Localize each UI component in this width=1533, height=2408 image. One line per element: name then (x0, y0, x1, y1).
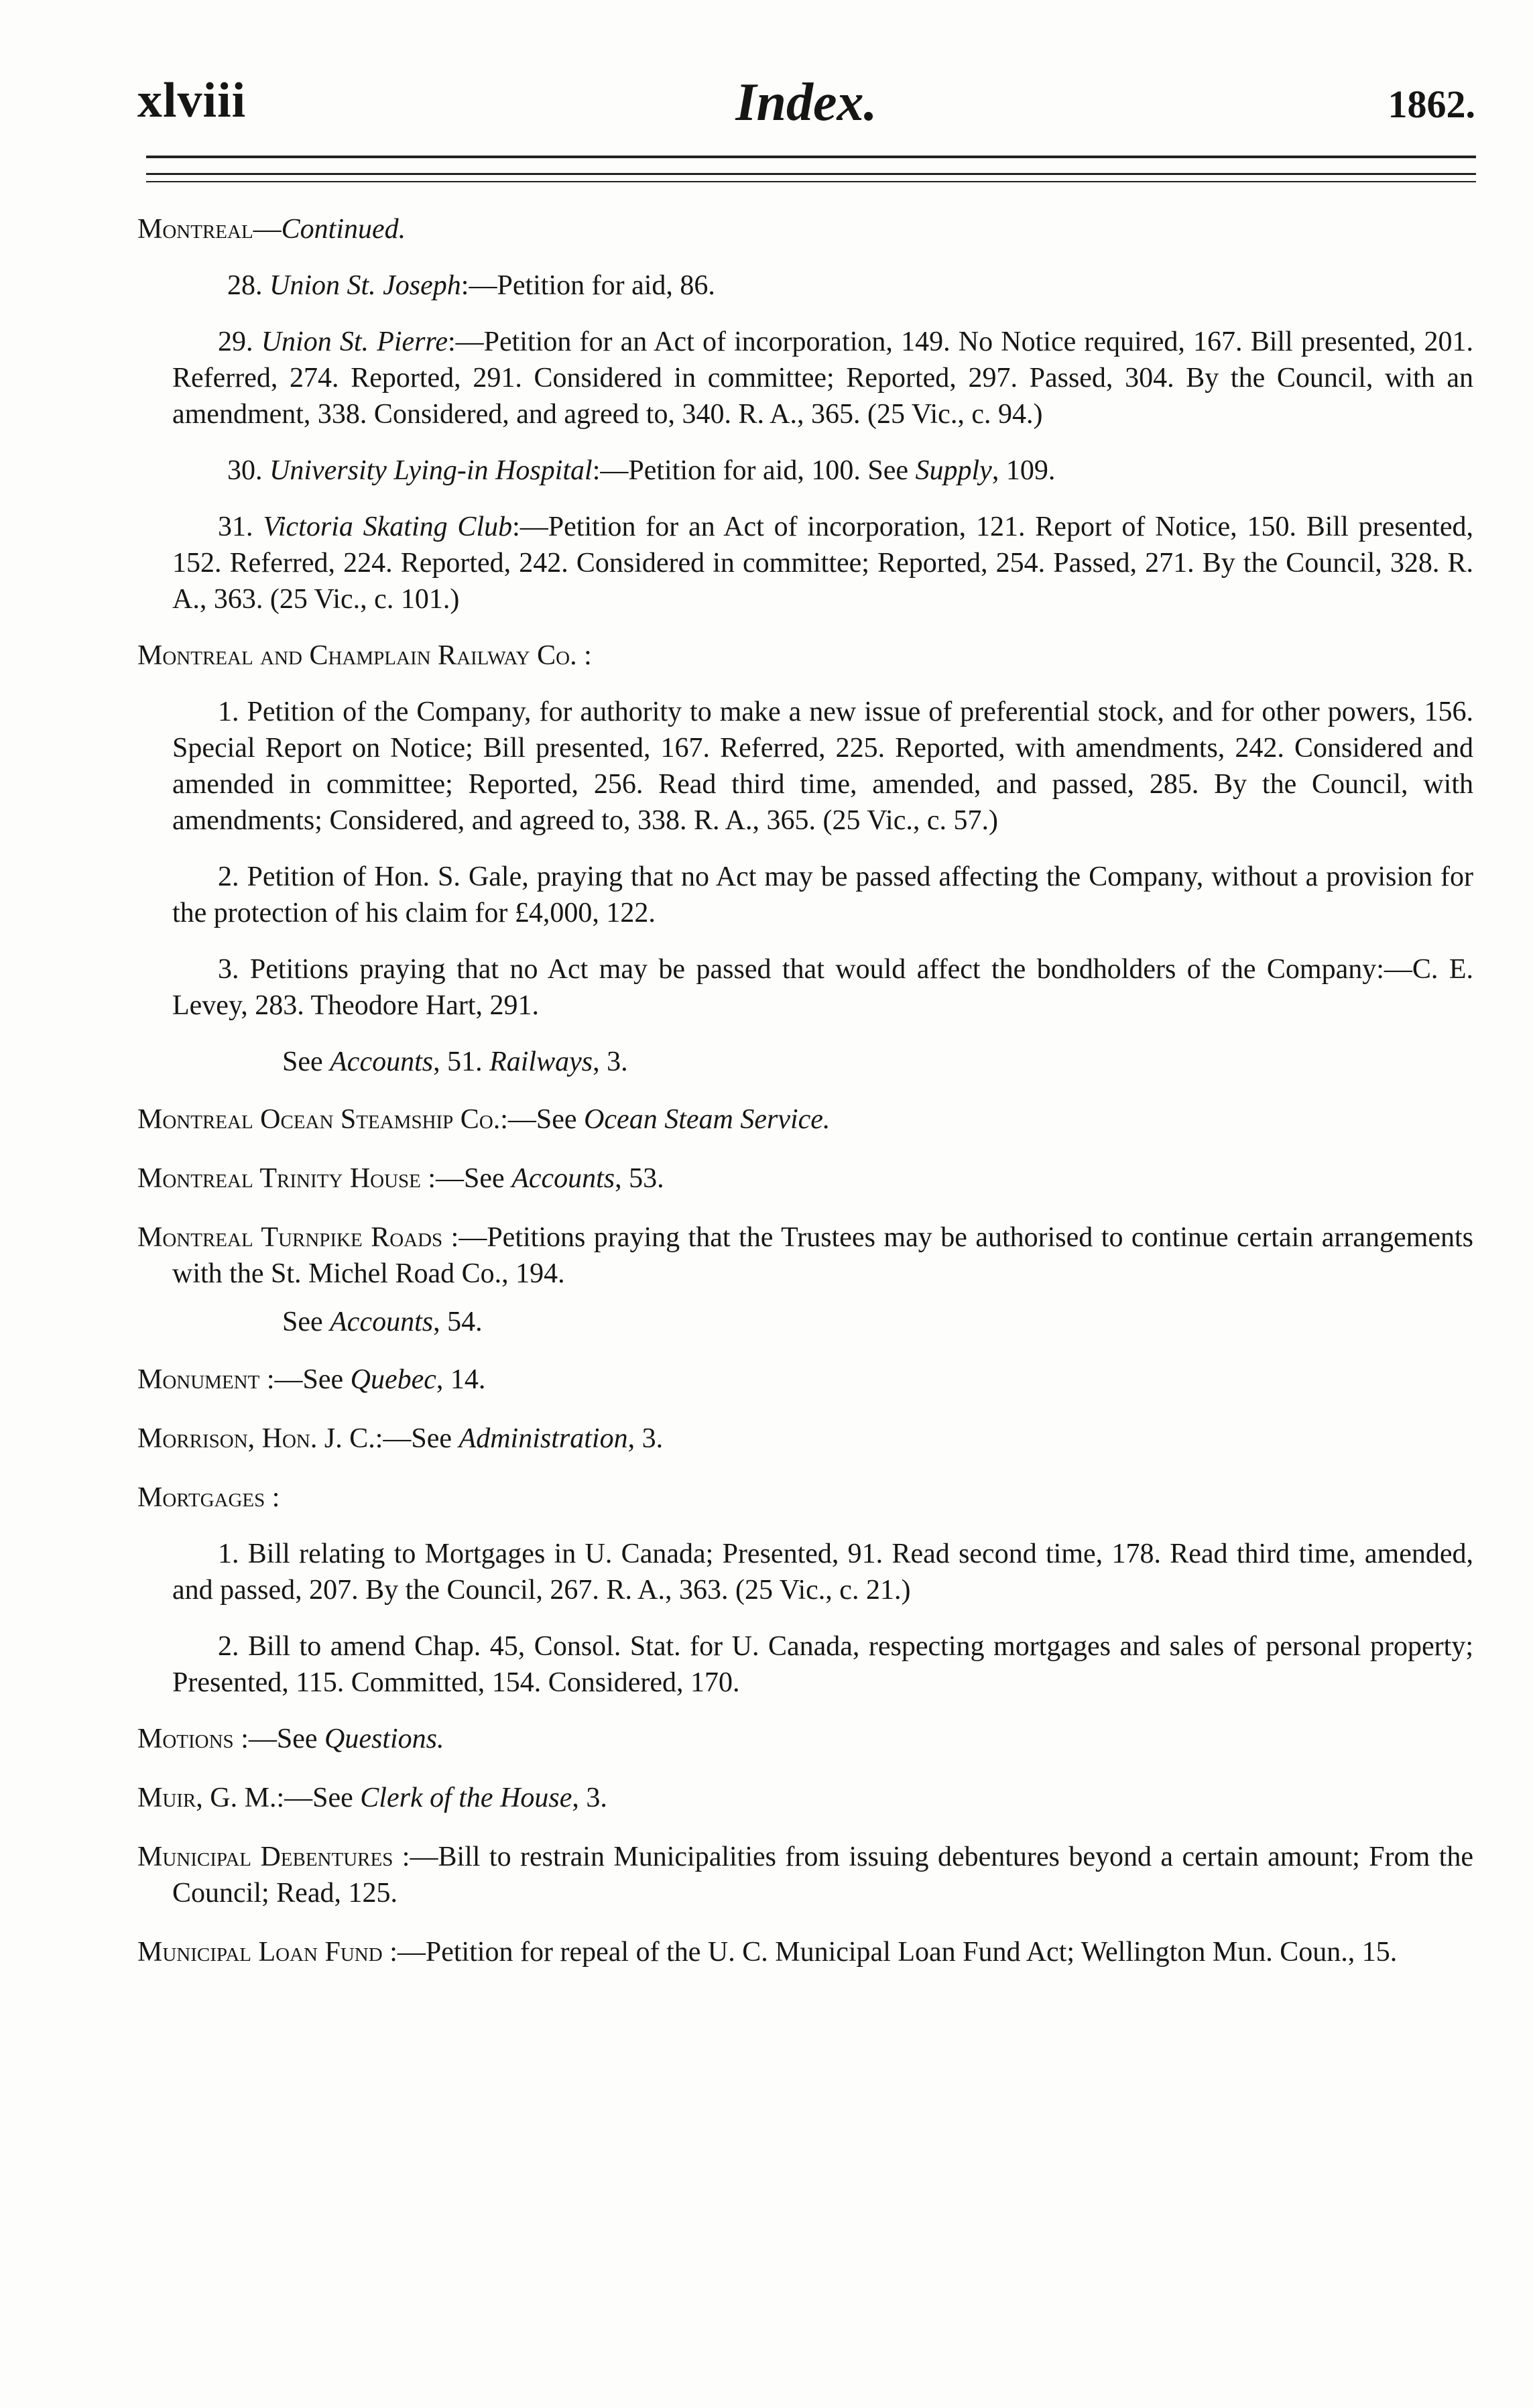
entry-montreal-champlain-railway: Montreal and Champlain Railway Co. : (137, 640, 592, 671)
entry-montreal-continued: Montreal—Continued. (137, 214, 406, 245)
entry-morrison: Morrison, Hon. J. C.:—See Administration, 3. (137, 1423, 664, 1454)
entry-champlain-see: See Accounts, 51. Railways, 3. (282, 1046, 628, 1077)
page-header (137, 72, 1475, 139)
entry-turnpike-roads: Montreal Turnpike Roads :—Petitions praying that the Trustees may be authorised to continue certain arrangements with the St. Michel Road Co., 194. (137, 1222, 1473, 1289)
entry-municipal-debentures: Municipal Debentures :—Bill to restrain Municipalities from issuing debentures beyond a certain amount; From the Council; Read, 125. (137, 1842, 1473, 1909)
entry-mortgages-1: 1. Bill relating to Mortgages in U. Canada; Presented, 91. Read second time, 178. Read third time, amended, and passed, 207. By the Council, 267. R. A., 363. (25 Vic., c. 21.) (172, 1539, 1473, 1606)
entry-montreal-30: 30. University Lying-in Hospital:—Petition for aid, 100. See Supply, 109. (227, 455, 1056, 486)
index-content (137, 211, 1473, 1993)
page-number: xlviii (137, 73, 247, 128)
see-reference: Accounts (511, 1163, 615, 1194)
entry-heading: Monument (137, 1364, 260, 1395)
entry-heading: Montreal (137, 214, 253, 245)
entry-mortgages-2: 2. Bill to amend Chap. 45, Consol. Stat. for U. Canada, respecting mortgages and sales of personal property; Presented, 115. Committed, 154. Considered, 170. (172, 1631, 1473, 1698)
entry-champlain-2: 2. Petition of Hon. S. Gale, praying that no Act may be passed affecting the Company, without a provision for the protection of his claim for £4,000, 122. (172, 861, 1473, 928)
entry-heading: Mortgages (137, 1482, 265, 1513)
entry-monument: Monument :—See Quebec, 14. (137, 1364, 486, 1395)
see-reference: Questions. (324, 1724, 444, 1754)
entry-municipal-loan-fund: Municipal Loan Fund :—Petition for repeal of the U. C. Municipal Loan Fund Act; Wellington Mun. Coun., 15. (137, 1937, 1398, 1968)
entry-title: Union St. Joseph (269, 270, 461, 301)
see-reference: Accounts (330, 1046, 434, 1077)
entry-heading: Municipal Loan Fund (137, 1937, 383, 1968)
see-reference: Accounts (330, 1307, 434, 1337)
entry-muir: Muir, G. M.:—See Clerk of the House, 3. (137, 1783, 607, 1813)
entry-heading: Montreal Ocean Steamship Co. (137, 1104, 501, 1135)
entry-motions: Motions :—See Questions. (137, 1724, 444, 1754)
entry-heading: Motions (137, 1724, 234, 1754)
entry-title: University Lying-in Hospital (269, 455, 593, 486)
entry-montreal-31: 31. Victoria Skating Club:—Petition for an Act of incorporation, 121. Report of Notice, 150. Bill presented, 152. Referred, 224. Reported, 242. Considered in committee; Reported, 254. Passed, 271. By the Council, 328. R. A., 363. (25 Vic., c. 101.) (172, 511, 1474, 615)
entry-montreal-28: 28. Union St. Joseph:—Petition for aid, 86. (227, 270, 715, 301)
entry-montreal-29: 29. Union St. Pierre:—Petition for an Act of incorporation, 149. No Notice required, 167. Bill presented, 201. Referred, 274. Reported, 291. Considered in committee; Reported, 297. Passed, 304. By the Council, with an amendment, 338. Considered, and agreed to, 340. R. A., 365. (25 Vic., c. 94.) (172, 326, 1474, 430)
entry-title: Union St. Pierre (261, 326, 448, 357)
see-reference: Clerk of the House (360, 1783, 572, 1813)
entry-champlain-1: 1. Petition of the Company, for authority to make a new issue of preferential stock, and for other powers, 156. Special Report on Notice; Bill presented, 167. Referred, 225. Reported, with amendments, 242. Considered and amended in committee; Reported, 256. Read third time, amended, and passed, 285. By the Council, with amendments; Considered, and agreed to, 338. R. A., 365. (25 Vic., c. 57.) (172, 697, 1473, 836)
entry-heading: Municipal Debentures (137, 1842, 393, 1872)
entry-turnpike-see: See Accounts, 54. (282, 1307, 483, 1337)
see-reference: Administration (458, 1423, 628, 1454)
page-title: Index. (735, 73, 877, 132)
entry-ocean-steamship: Montreal Ocean Steamship Co.:—See Ocean Steam Service. (137, 1104, 831, 1135)
entry-heading: Muir, G. M. (137, 1783, 277, 1813)
see-reference: Supply (915, 455, 992, 486)
header-rule-top (146, 156, 1476, 158)
header-rule-middle (146, 173, 1476, 175)
entry-title: Victoria Skating Club (263, 511, 513, 542)
header-rule-bottom (146, 181, 1476, 182)
see-reference: Railways (489, 1046, 593, 1077)
entry-trinity-house: Montreal Trinity House :—See Accounts, 53. (137, 1163, 664, 1194)
entry-champlain-3: 3. Petitions praying that no Act may be passed that would affect the bondholders of the Company:—C. E. Levey, 283. Theodore Hart, 291. (172, 954, 1473, 1021)
see-reference: Ocean Steam Service. (584, 1104, 831, 1135)
year: 1862. (1388, 82, 1475, 126)
entry-heading: Morrison, Hon. J. C. (137, 1423, 375, 1454)
see-reference: Quebec (350, 1364, 436, 1395)
entry-heading: Montreal Turnpike Roads (137, 1222, 443, 1253)
entry-heading: Montreal Trinity House (137, 1163, 421, 1194)
entry-heading: Montreal and Champlain Railway Co. (137, 640, 577, 671)
entry-mortgages: Mortgages : (137, 1482, 280, 1513)
